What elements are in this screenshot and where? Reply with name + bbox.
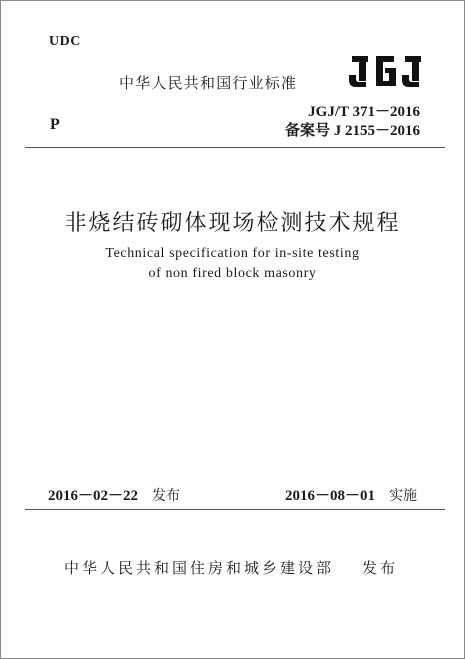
title-english-line2: of non fired block masonry	[148, 266, 317, 281]
jgj-logo	[348, 51, 422, 89]
title-chinese: 非烧结砖砌体现场检测技术规程	[64, 211, 401, 236]
issue-date: 2016－02－22	[48, 488, 139, 504]
issuer-line	[64, 557, 398, 578]
udc-label: UDC	[49, 34, 81, 49]
bottom-divider	[25, 509, 445, 510]
issuer-label: 发布	[362, 559, 399, 577]
top-divider	[25, 147, 445, 148]
effective-label: 实施	[389, 488, 418, 504]
effective-date: 2016－08－01	[285, 488, 376, 504]
issue-label: 发布	[152, 488, 181, 504]
classification-label: P	[50, 116, 60, 133]
effective-date-block	[285, 484, 417, 505]
issuer-name: 中华人民共和国住房和城乡建设部	[64, 559, 335, 577]
title-english-line1: Technical specification for in-site testing	[105, 246, 360, 261]
standard-number: JGJ/T 371－2016	[308, 104, 420, 120]
record-number: 备案号 J 2155－2016	[284, 123, 420, 139]
industry-standard-heading: 中华人民共和国行业标准	[119, 74, 298, 92]
issue-date-block	[48, 484, 180, 505]
jgj-logo-graphic	[348, 51, 422, 89]
